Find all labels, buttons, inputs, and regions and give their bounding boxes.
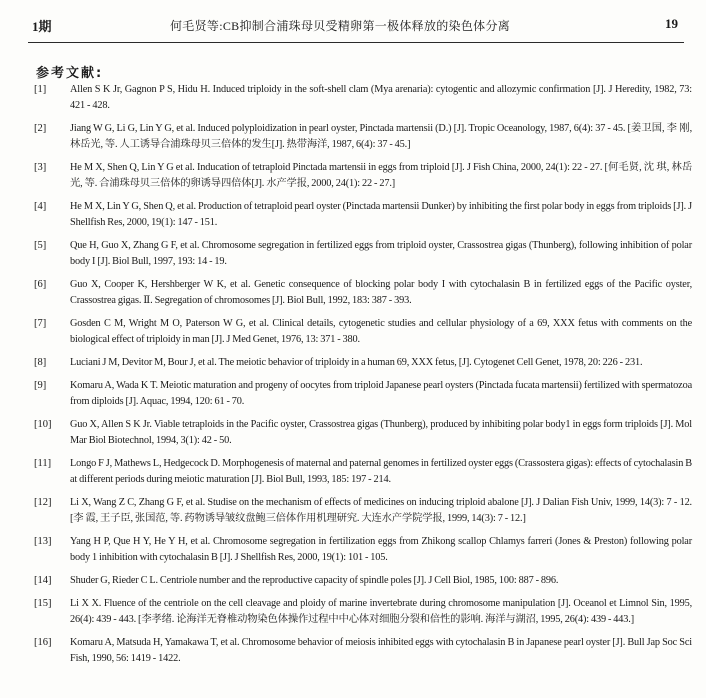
- reference-number: [9]: [34, 380, 47, 391]
- reference-number: [3]: [34, 162, 47, 173]
- reference-text: Guo X, Allen S K Jr. Viable tetraploids in the Pacific oyster, Crassostrea gigas (Thunberg), produced by inhibiting polar body1 in eggs form triploids [J]. Mol Mar Biol Biotechnol, 1994, 3(1): 42 - 50.: [70, 419, 692, 446]
- reference-item: [32, 635, 692, 667]
- reference-item: [32, 355, 692, 371]
- reference-item: [32, 82, 692, 114]
- reference-number: [1]: [34, 84, 47, 95]
- reference-number: [6]: [34, 279, 47, 290]
- reference-number: [11]: [34, 458, 52, 469]
- reference-number: [2]: [34, 123, 47, 134]
- reference-item: [32, 534, 692, 566]
- reference-text: Luciani J M, Devitor M, Bour J, et al. The meiotic behavior of triploidy in a human 69, XXX fetus, [J]. Cytogenet Cell Genet, 1978, 20: 226 - 231.: [70, 357, 643, 368]
- reference-text: Li X, Wang Z C, Zhang G F, et al. Studise on the mechanism of effects of medicines on inducing triploid abalone [J]. J Dalian Fish Univ, 1999, 14(3): 7 - 12. [李 霞, 王子臣, 张国范, 等. 药物诱导皱纹盘鲍三倍体作用机理研究. 大连水产学院学报, 1999, 14(3): 7 - 12.]: [70, 497, 692, 524]
- running-title: 何毛贤等:CB抑制合浦珠母贝受精卵第一极体释放的染色体分离: [170, 19, 511, 33]
- reference-number: [7]: [34, 318, 47, 329]
- reference-text: Gosden C M, Wright M O, Paterson W G, et al. Clinical details, cytogenetic studies and cellular physiology of a 69, XXX fetus with comments on the biological effect of triploidy in man [J]. J Med Genet, 1976, 13: 371 - 380.: [70, 318, 692, 345]
- reference-item: [32, 121, 692, 153]
- reference-item: [32, 160, 692, 192]
- reference-item: [32, 238, 692, 270]
- page-number: 19: [665, 16, 678, 31]
- reference-text: Komaru A, Wada K T. Meiotic maturation and progeny of oocytes from triploid Japanese pearl oysters (Pinctada fucata martensii) fertilized with spermatozoa from diploids [J]. Aquac, 1994, 120: 61 - 70.: [70, 380, 692, 407]
- reference-number: [14]: [34, 575, 52, 586]
- reference-text: He M X, Shen Q, Lin Y G et al. Inducation of tetraploid Pinctada martensii in eggs from triploid [J]. J Fish China, 2000, 24(1): 22 - 27. [何毛贤, 沈 琪, 林岳光, 等. 合浦珠母贝三倍体的卵诱导四倍体[J]. 水产学报, 2000, 24(1): 22 - 27.]: [70, 162, 692, 189]
- reference-number: [5]: [34, 240, 47, 251]
- reference-item: [32, 596, 692, 628]
- reference-text: Li X X. Fluence of the centriole on the cell cleavage and ploidy of marine invertebrate during chromosome manipulation [J]. Oceanol et Limnol Sin, 1995, 26(4): 439 - 443. [李孝绪. 论海洋无脊椎动物染色体操作过程中中心体对细胞分裂和倍性的影响. 海洋与湖沼, 1995, 26(4): 439 - 443.]: [70, 598, 692, 625]
- reference-text: Komaru A, Matsuda H, Yamakawa T, et al. Chromosome behavior of meiosis inhibited eggs with cytochalasin B in Japanese pearl oyster [J]. Bull Jap Soc Sci Fish, 1990, 56: 1419 - 1422.: [70, 637, 692, 664]
- issue-label: 1期: [32, 19, 52, 34]
- reference-item: [32, 316, 692, 348]
- reference-text: Jiang W G, Li G, Lin Y G, et al. Induced polyploidization in pearl oyster, Pinctada martensii (D.) [J]. Tropic Oceanology, 1987, 6(4): 37 - 45. [姜卫国, 李 刚, 林岳光, 等. 人工诱导合浦珠母贝三倍体的发生[J]. 热带海洋, 1987, 6(4): 37 - 45.]: [70, 123, 692, 150]
- reference-number: [8]: [34, 357, 47, 368]
- reference-number: [13]: [34, 536, 52, 547]
- page-header: [32, 16, 684, 38]
- reference-item: [32, 495, 692, 527]
- reference-number: [16]: [34, 637, 52, 648]
- reference-number: [12]: [34, 497, 52, 508]
- header-divider: [28, 42, 684, 43]
- reference-list: [32, 82, 692, 674]
- reference-text: Guo X, Cooper K, Hershberger W K, et al. Genetic consequence of blocking polar body I with cytochalasin B in fertilized eggs of the Pacific oyster, Crassostrea gigas. Ⅱ. Segregation of chromosomes [J]. Biol Bull, 1992, 183: 387 - 393.: [70, 279, 692, 306]
- reference-number: [4]: [34, 201, 47, 212]
- reference-text: Longo F J, Mathews L, Hedgecock D. Morphogenesis of maternal and paternal genomes in fertilized oyster eggs (Crassostera gigas): effects of cytochalasin B at different periods during meiotic maturation [J]. Biol Bull, 1993, 185: 197 - 214.: [70, 458, 692, 485]
- reference-item: [32, 573, 692, 589]
- reference-text: He M X, Lin Y G, Shen Q, et al. Production of tetraploid pearl oyster (Pinctada martensii Dunker) by inhibiting the first polar body in eggs from triploids [J]. J Shellfish Res, 2000, 19(1): 147 - 151.: [70, 201, 692, 228]
- reference-item: [32, 378, 692, 410]
- reference-text: Allen S K Jr, Gagnon P S, Hidu H. Induced triploidy in the soft-shell clam (Mya arenaria): cytogentic and allozymic confirmation [J]. J Heredity, 1982, 73: 421 - 428.: [70, 84, 692, 111]
- reference-item: [32, 277, 692, 309]
- references-heading: 参考文献:: [36, 66, 104, 81]
- reference-item: [32, 417, 692, 449]
- reference-text: Que H, Guo X, Zhang G F, et al. Chromosome segregation in fertilized eggs from triploid oyster, Crassostrea gigas (Thunberg), following inhibition of polar body I [J]. Biol Bull, 1997, 193: 14 - 19.: [70, 240, 692, 267]
- reference-number: [10]: [34, 419, 52, 430]
- reference-text: Shuder G, Rieder C L. Centriole number and the reproductive capacity of spindle poles [J]. J Cell Biol, 1985, 100: 887 - 896.: [70, 575, 559, 586]
- reference-number: [15]: [34, 598, 52, 609]
- reference-text: Yang H P, Que H Y, He Y H, et al. Chromosome segregation in fertilization eggs from Zhikong scallop Chlamys farreri (Jones & Preston) following polar body 1 inhibition with cytochalasin B [J]. J Shellfish Res, 2000, 19(1): 101 - 105.: [70, 536, 692, 563]
- reference-item: [32, 199, 692, 231]
- reference-item: [32, 456, 692, 488]
